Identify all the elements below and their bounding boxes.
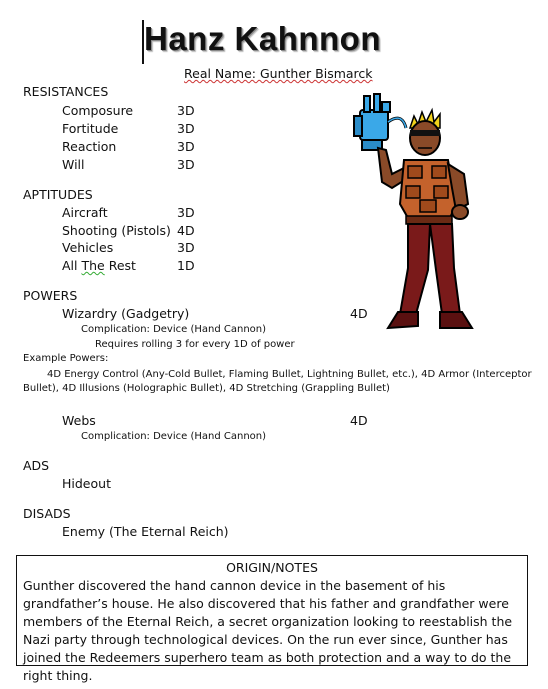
origin-notes-header: ORIGIN/NOTES (226, 560, 318, 575)
origin-notes-box (16, 555, 528, 683)
resistances-header: RESISTANCES (23, 84, 109, 99)
aptitude-dice: 3D (177, 240, 195, 255)
hand-cannon-icon (354, 94, 406, 150)
example-powers-label: Example Powers: (23, 353, 109, 364)
disads-header: DISADS (23, 506, 71, 521)
aptitude-dice: 1D (177, 258, 195, 273)
grammar-flagged-word: The (81, 258, 105, 273)
resistance-dice: 3D (177, 121, 195, 136)
real-name-text: Real Name: Gunther Bismarck (184, 66, 373, 81)
powers-header: POWERS (23, 288, 78, 303)
ads-item: Hideout (62, 476, 111, 491)
character-head (410, 110, 440, 155)
aptitudes-header: APTITUDES (23, 187, 93, 202)
aptitude-name-part: Rest (104, 258, 136, 273)
aptitude-name: Vehicles (62, 240, 114, 255)
power-wizardry-complication: Complication: Device (Hand Cannon) (81, 324, 267, 335)
character-illustration (352, 92, 512, 362)
power-webs-complication: Complication: Device (Hand Cannon) (81, 431, 267, 442)
power-wizardry-requirement: Requires rolling 3 for every 1D of power (95, 339, 295, 350)
ads-header: ADS (23, 458, 50, 473)
resistance-name: Will (62, 157, 85, 172)
resistance-dice: 3D (177, 103, 195, 118)
resistance-dice: 3D (177, 157, 195, 172)
aptitude-dice: 4D (177, 223, 195, 238)
real-name (184, 66, 373, 81)
resistance-name: Reaction (62, 139, 117, 154)
aptitude-dice: 3D (177, 205, 195, 220)
disads-item: Enemy (The Eternal Reich) (62, 524, 229, 539)
power-webs-name: Webs (62, 413, 96, 428)
power-webs-dice: 4D (350, 413, 368, 428)
resistance-name: Fortitude (62, 121, 119, 136)
resistance-dice: 3D (177, 139, 195, 154)
aptitude-name: Aircraft (62, 205, 108, 220)
example-powers-text: 4D Energy Control (Any-Cold Bullet, Flaming Bullet, Lightning Bullet, etc.), 4D Armor (Interceptor Bullet), 4D Illusions (Holographic Bullet), 4D Stretching (Grappling Bullet) (23, 369, 532, 394)
aptitude-name-part: All (62, 258, 82, 273)
character-name: Hanz Kahnnon (144, 20, 381, 57)
aptitude-name: Shooting (Pistols) (62, 223, 171, 238)
power-wizardry-dice: 4D (350, 306, 368, 321)
resistance-name: Composure (62, 103, 134, 118)
aptitude-name (62, 258, 136, 273)
power-wizardry-name: Wizardry (Gadgetry) (62, 306, 190, 321)
origin-notes-text: Gunther discovered the hand cannon device in the basement of his grandfather’s house. He also discovered that his father and grandfather were members of the Eternal Reich, a secret organization looking to reestablish the Nazi party through technological devices. On the run ever since, Gunther has joined the Redeemers superhero team as both protection and a way to do the right thing. (23, 578, 513, 683)
